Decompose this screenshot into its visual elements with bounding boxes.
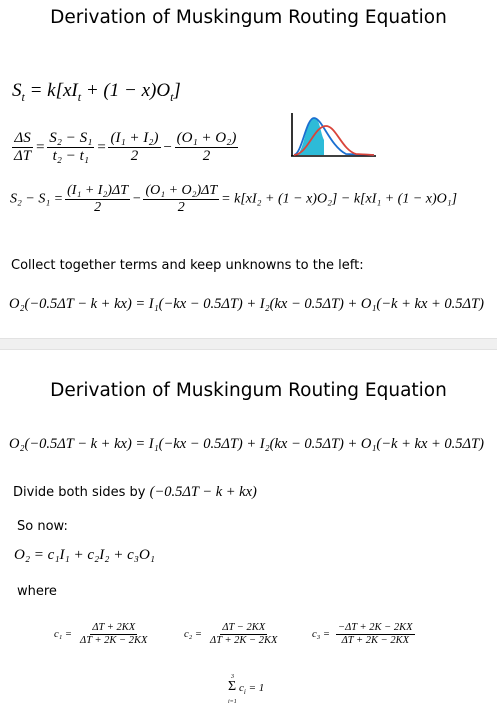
storage-rhs-end: ] xyxy=(173,80,181,101)
storage-change-equation: $\frac{\Delta S}{\Delta T}$ = $\frac{\text{S₂ − S₁}}{\text{t₂ − t₁}}$ = $\frac{\text{(I₁ + I₂)}}{2}$ − $\frac{\text{(O₁ + O₂)}}{2}$ xyxy=(14,130,237,165)
fraction-outflow-volume: $\frac{\text{(O₁ + O₂)ΔT}}{2}$ xyxy=(145,183,218,216)
collect-terms-text: Collect together terms and keep unknowns to the left: xyxy=(11,258,364,273)
storage-rhs-start: = k[xI xyxy=(29,80,78,101)
hydrograph-icon xyxy=(286,110,378,160)
divide-text xyxy=(13,484,257,501)
fraction-outflow-avg: $\frac{\text{(O₁ + O₂)}}{2}$ xyxy=(176,130,237,165)
storage-equation xyxy=(12,80,181,105)
coefficient-c3: c₃ = $\frac{-\Delta T + 2K - 2KX}{\Delta T + 2K - 2KX}$ xyxy=(312,622,413,647)
storage-rhs-subscript-1: t xyxy=(77,89,82,104)
fraction-ds-dt: $\frac{\Delta S}{\Delta T}$ xyxy=(14,130,32,165)
fraction-inflow-volume: $\frac{\text{(I₁ + I₂)ΔT}}{2}$ xyxy=(67,183,128,216)
fraction-inflow-avg: $\frac{\text{(I₁ + I₂)}}{2}$ xyxy=(110,130,159,165)
storage-rhs-subscript-2: t xyxy=(170,89,174,104)
collected-equation-repeat: O₂(−0.5ΔT − k + kx) = I₁(−kx − 0.5ΔT) + I₂(kx − 0.5ΔT) + O₁(−k + kx + 0.5ΔT) xyxy=(9,436,484,452)
divide-label: Divide both sides by xyxy=(13,485,146,500)
so-now-text: So now: xyxy=(17,519,68,534)
divide-expression: (−0.5ΔT − k + kx) xyxy=(149,484,257,500)
storage-rhs-middle: + (1 − x)O xyxy=(81,80,171,101)
coefficient-c1: c₁ = $\frac{\Delta T + 2KX}{\Delta T + 2K - 2KX}$ xyxy=(54,622,148,647)
slide-1 xyxy=(0,0,497,338)
slide-2 xyxy=(0,350,497,719)
coefficient-c2: c₂ = $\frac{\Delta T - 2KX}{\Delta T + 2K - 2KX}$ xyxy=(184,622,278,647)
slide-1-title: Derivation of Muskingum Routing Equation xyxy=(50,7,447,28)
slide-2-title: Derivation of Muskingum Routing Equation xyxy=(50,380,447,401)
coefficient-sum: 3 Σ $c_i = 1$ i=1 xyxy=(228,674,265,705)
storage-lhs-subscript: t xyxy=(21,89,25,104)
routing-equation: O₂ = c₁I₁ + c₂I₂ + c₃O₁ xyxy=(14,547,155,563)
discrete-storage-equation: S₂ − S₁ = $\frac{\text{(I₁ + I₂)ΔT}}{2}$ − $\frac{\text{(O₁ + O₂)ΔT}}{2}$ = k[xI₂ + (1 − x)O₂] − k[xI₁ + (1 − x)O₁] xyxy=(10,183,458,216)
where-text: where xyxy=(17,584,57,599)
collected-equation: O₂(−0.5ΔT − k + kx) = I₁(−kx − 0.5ΔT) + I₂(kx − 0.5ΔT) + O₁(−k + kx + 0.5ΔT) xyxy=(9,296,484,312)
storage-lhs: S xyxy=(12,80,22,101)
fraction-s-diff: $\frac{\text{S₂ − S₁}}{\text{t₂ − t₁}}$ xyxy=(49,130,93,165)
slide-separator xyxy=(0,338,497,350)
